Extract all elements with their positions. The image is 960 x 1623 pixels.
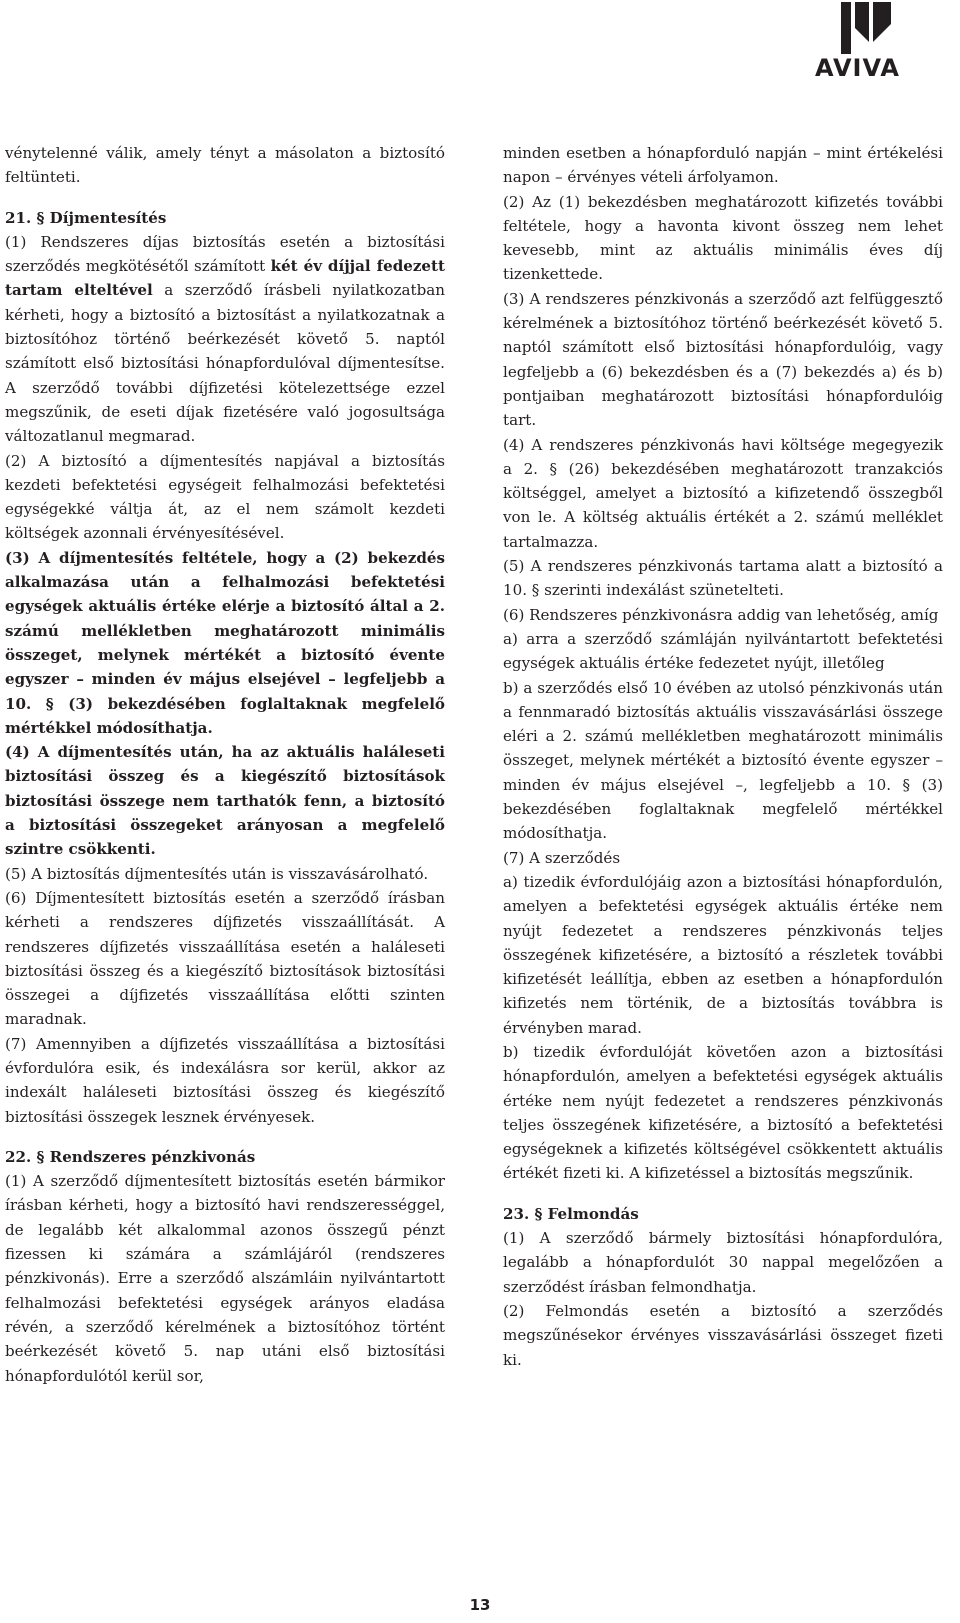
section-22-paragraph-7a: a) tizedik évfordulójáig azon a biztosítási hónapfordulón, amelyen a befektetési egységek aktuális értéke nem nyújt fedezetet a rendszeres pénzkivonás teljes összegének kifizetésére, a biztosító a részletek további kifizetését leállítja, ebben az esetben a hónapfordulón kifizetés nem történik, de a biztosítás továbbra is érvényben marad. [503,872,943,1037]
section-21-paragraph-4: (4) A díjmentesítés után, ha az aktuális haláleseti biztosítási összeg és a kiegészítő biztosítások biztosítási összege nem tarthatók fenn, a biztosító a biztosítási összegeket arányosan a megfelelő szintre csökkenti. [5,743,445,859]
section-22-paragraph-7: (7) A szerződés [503,848,621,867]
section-21-paragraph-3: (3) A díjmentesítés feltétele, hogy a (2) bekezdés alkalmazása után a felhalmozási befektetési egységek aktuális értéke elérje a biztosító által a 2. számú mellékletben meghatározott minimális összeget, melynek mértékét a biztosító évente egyszer – minden év május elsejével – legfeljebb a 10. § (3) bekezdésében foglaltaknak megfelelő mértékkel módosíthatja. [5,548,445,737]
section-22-paragraph-1: (1) A szerződő díjmentesített biztosítás esetén bármikor írásban kérheti, hogy a biztosító havi rendszerességgel, de legalább két alkalommal azonos összegű pénzt fizessen ki számára a számlájáról (rendszeres pénzkivonás). Erre a szerződő alszámláin nyilvántartott felhalmozási befektetési egységek arányos eladása révén, a szerződő kérelmének a biztosítóhoz történt beérkezését követő 5. nap utáni első biztosítási hónapfordulótól kerül sor, [5,1172,445,1385]
section-21-paragraph-7: (7) Amennyiben a díjfizetés visszaállítása a biztosítási évfordulóra esik, és indexálásra sor kerül, akkor az indexált haláleseti biztosítási összeg és kiegészítő biztosítási összegek lesznek érvényesek. [5,1034,445,1126]
section-22-paragraph-6: (6) Rendszeres pénzkivonásra addig van lehetőség, amíg [503,605,939,624]
right-column [503,141,943,1372]
section-22-paragraph-6a: a) arra a szerződő számláján nyilvántartott befektetési egységek aktuális értéke fedezetet nyújt, illetőleg [503,629,943,673]
section-22-paragraph-5: (5) A rendszeres pénzkivonás tartama alatt a biztosító a 10. § szerinti indexálást szünetelteti. [503,557,943,600]
section-21-paragraph-2: (2) A biztosító a díjmentesítés napjával a biztosítás kezdeti befektetési egységeit felhalmozási befektetési egységekké váltja át, az el nem számolt kezdeti költségek azonnali érvényesítésével. [5,451,445,543]
section-23-paragraph-1: (1) A szerződő bármely biztosítási hónapfordulóra, legalább a hónapfordulót 30 nappal megelőzően a szerződést írásban felmondhatja. [503,1229,943,1296]
section-21-paragraph-1: (1) Rendszeres díjas biztosítás esetén a biztosítási szerződés megkötésétől számított két év díjjal fedezett tartam elteltével a szerződő írásbeli nyilatkozatban kérheti, hogy a biztosító a biztosítást a nyilatkozatnak a biztosítóhoz történő beérkezését követő 5. naptól számított első biztosítási hónapfordulóval díjmentesítse. A szerződő további díjfizetési kötelezettsége ezzel megszűnik, de eseti díjak fizetésére való jogosultsága változatlanul megmarad. [5,232,445,446]
page-number: 13 [469,1596,491,1614]
aviva-logo-icon [841,2,891,54]
section-22-heading: 22. § Rendszeres pénzkivonás [5,1147,256,1166]
section-22-paragraph-6b: b) a szerződés első 10 évében az utolsó pénzkivonás után a fennmaradó biztosítás aktuális visszavásárlási összege eléri a 2. számú mellékletben meghatározott minimális összeget, melynek mértékét a biztosító évente egyszer – minden év május elsejével –, legfeljebb a 10. § (3) bekezdésében foglaltaknak megfelelő mértékkel módosíthatja. [503,678,943,843]
aviva-logo-text: AVIVA [815,54,900,82]
section-21-paragraph-6: (6) Díjmentesített biztosítás esetén a szerződő írásban kérheti a rendszeres díjfizetés visszaállítását. A rendszeres díjfizetés visszaállítása esetén a haláleseti biztosítási összeg és a kiegészítő biztosítások biztosítási összegei a díjfizetés visszaállítása előtti szinten maradnak. [5,888,445,1029]
section-21-paragraph-5: (5) A biztosítás díjmentesítés után is visszavásárolható. [5,864,429,883]
section-22-paragraph-7b: b) tizedik évfordulóját követően azon a biztosítási hónapfordulón, amelyen a befektetési egységek aktuális értéke nem nyújt fedezetet a rendszeres pénzkivonás teljes összegének kifizetésére, a biztosító a befektetési egységeknek a kifizetés költségével csökkentett aktuális értékét fizeti ki. A kifizetéssel a biztosítás megszűnik. [503,1042,943,1183]
left-column [5,141,445,1388]
paragraph: vénytelenné válik, amely tényt a másolaton a biztosító feltünteti. [5,144,445,187]
section-23-paragraph-2: (2) Felmondás esetén a biztosító a szerződés megszűnésekor érvényes visszavásárlási összeget fizeti ki. [503,1301,943,1369]
section-22-paragraph-2: (2) Az (1) bekezdésben meghatározott kifizetés további feltétele, hogy a havonta kivont összeg nem lehet kevesebb, mint az aktuális minimális éves díj tizenkettede. [503,192,943,284]
section-22-paragraph-4: (4) A rendszeres pénzkivonás havi költsége megegyezik a 2. § (26) bekezdésében meghatározott tranzakciós költséggel, amelyet a biztosító a kifizetendő összegből von le. A költség aktuális értékét a 2. számú melléklet tartalmazza. [503,435,943,551]
section-21-heading: 21. § Díjmentesítés [5,208,167,227]
section-23-heading: 23. § Felmondás [503,1204,639,1223]
section-22-paragraph-3: (3) A rendszeres pénzkivonás a szerződő azt felfüggesztő kérelmének a biztosítóhoz történő beérkezését követő 5. naptól számított első biztosítási hónapfordulóig, vagy legfeljebb a (6) bekezdésben és a (7) bekezdés a) és b) pontjaiban meghatározott biztosítási hónapfordulóig tart. [503,289,943,430]
paragraph: minden esetben a hónapforduló napján – mint értékelési napon – érvényes vételi árfolyamon. [503,144,943,187]
